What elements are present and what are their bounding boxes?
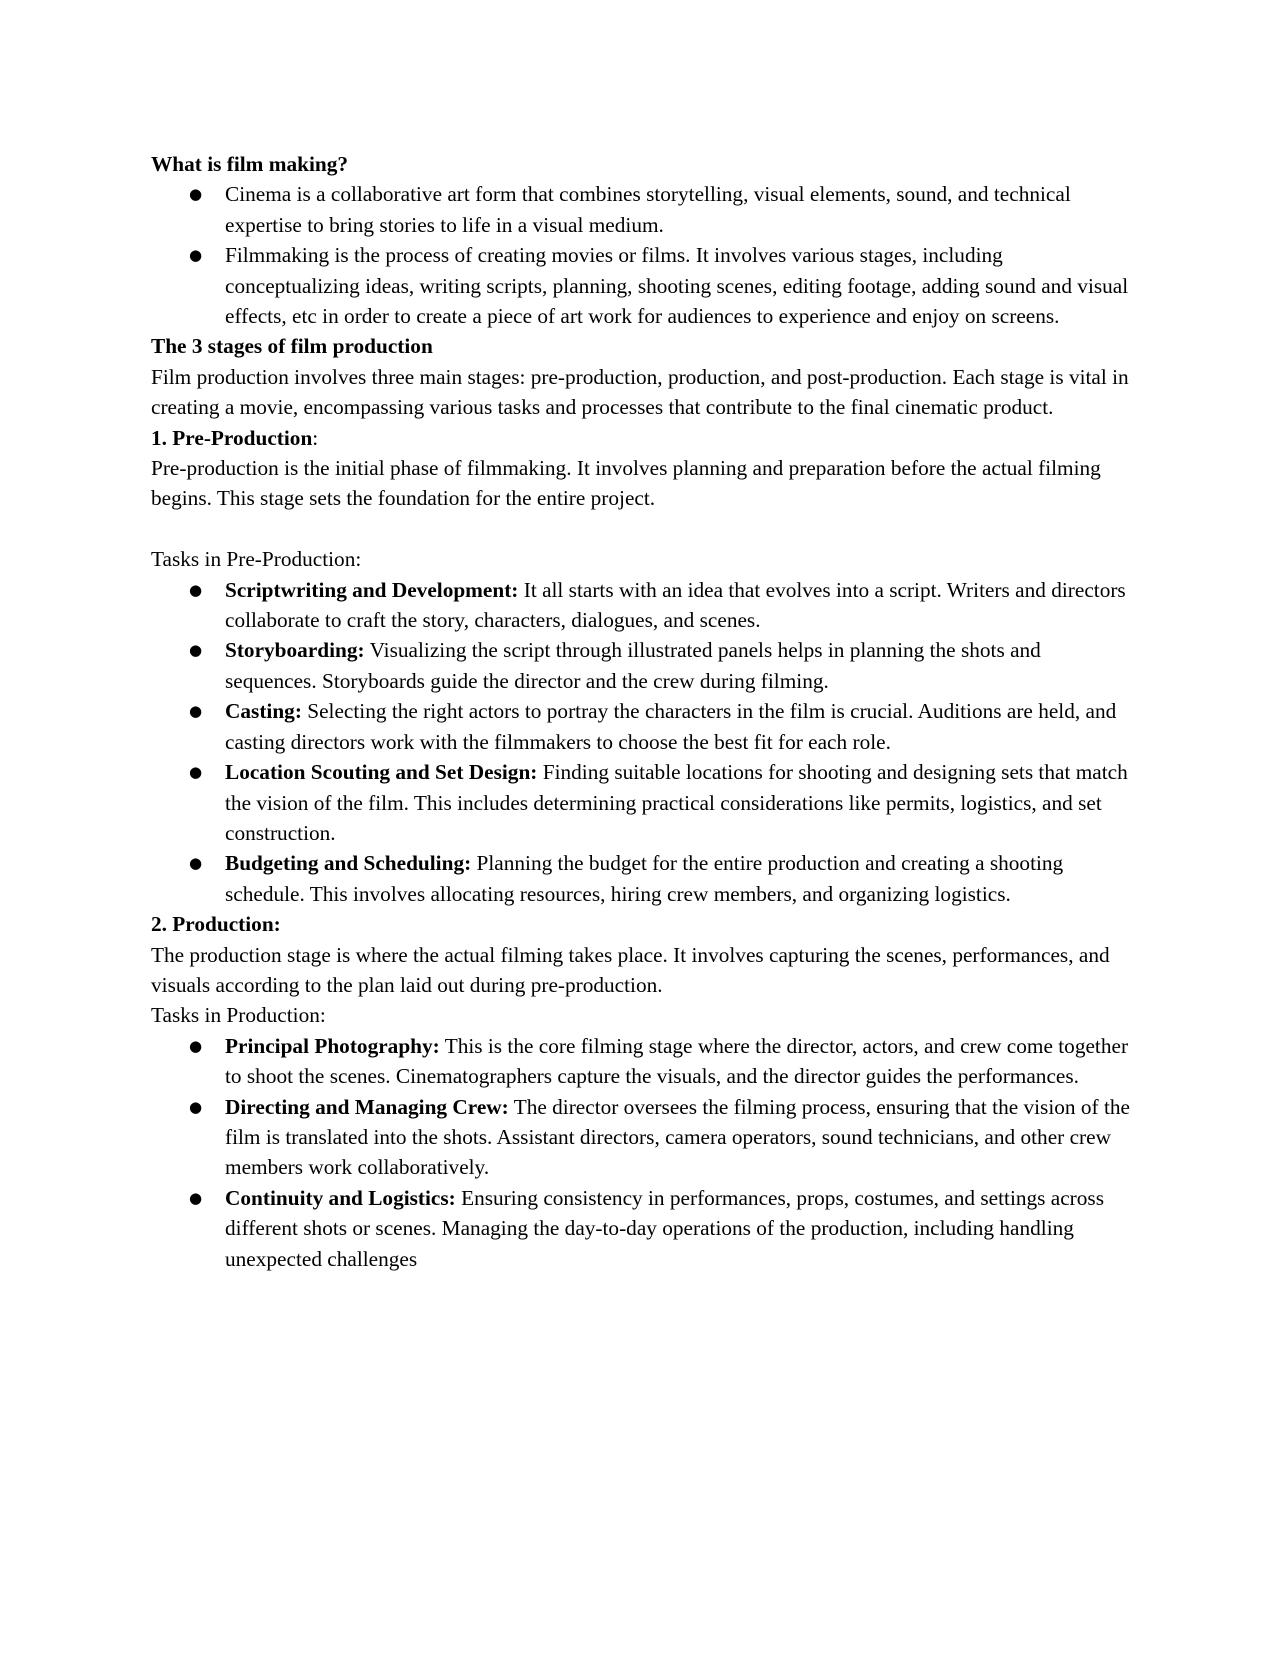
task-term: Location Scouting and Set Design: xyxy=(225,760,538,785)
preproduction-paragraph: Pre-production is the initial phase of filmmaking. It involves planning and preparation before the actual filming begins. This stage sets the foundation for the entire project. xyxy=(151,456,1101,511)
bullet-icon: ● xyxy=(189,641,203,660)
stages-heading: The 3 stages of film production xyxy=(151,334,433,359)
task-text: Selecting the right actors to portray the characters in the film is crucial. Auditions are held, and casting directors work with the filmmakers to choose the best fit for each role. xyxy=(225,699,1117,754)
task-term: Continuity and Logistics: xyxy=(225,1185,456,1210)
production-tasks-label: Tasks in Production: xyxy=(151,1003,326,1028)
production-task-list xyxy=(151,1031,1131,1274)
preproduction-task-list xyxy=(151,575,1131,909)
list-item-text: Cinema is a collaborative art form that combines storytelling, visual elements, sound, and technical expertise to bring stories to life in a visual medium. xyxy=(225,182,1071,237)
bullet-icon: ● xyxy=(189,702,203,721)
task-text: Finding suitable locations for shooting and designing sets that match the vision of the film. This includes determining practical considerations like permits, logistics, and set construction. xyxy=(225,760,1128,845)
preproduction-heading-text: 1. Pre-Production xyxy=(151,425,313,450)
spacer xyxy=(151,514,1131,544)
bullet-icon: ● xyxy=(189,763,203,782)
bullet-icon: ● xyxy=(189,185,203,204)
task-text: It all starts with an idea that evolves into a script. Writers and directors collaborate to craft the story, characters, dialogues, and scenes. xyxy=(225,577,1126,633)
list-item xyxy=(151,1031,1131,1092)
task-term: Budgeting and Scheduling: xyxy=(225,851,472,876)
list-item xyxy=(151,696,1131,757)
task-text: This is the core filming stage where the director, actors, and crew come together to shoot the scenes. Cinematographers capture the visuals, and the director guides the performances. xyxy=(225,1033,1129,1089)
task-term: Directing and Managing Crew: xyxy=(225,1094,509,1119)
list-item xyxy=(151,757,1131,848)
preproduction-heading xyxy=(151,423,1131,453)
task-term: Storyboarding: xyxy=(225,638,365,663)
bullet-icon: ● xyxy=(189,854,203,873)
bullet-icon: ● xyxy=(189,1188,203,1207)
production-heading: 2. Production: xyxy=(151,912,281,937)
production-paragraph: The production stage is where the actual filming takes place. It involves capturing the scenes, performances, and visuals according to the plan laid out during pre-production. xyxy=(151,942,1110,997)
bullet-icon: ● xyxy=(189,580,203,599)
list-item-text: Filmmaking is the process of creating movies or films. It involves various stages, including conceptualizing ideas, writing scripts, planning, shooting scenes, editing footage, adding sound and visual effects, etc in order to create a piece of art work for audiences to experience and enjoy on screens. xyxy=(225,243,1129,329)
task-term: Casting: xyxy=(225,699,302,724)
preproduction-heading-colon: : xyxy=(312,425,319,450)
bullet-icon: ● xyxy=(189,1097,203,1116)
list-item xyxy=(151,848,1131,909)
list-item xyxy=(151,1092,1131,1183)
intro-bullet-list xyxy=(151,179,1131,331)
preproduction-tasks-label: Tasks in Pre-Production: xyxy=(151,547,362,572)
task-text: Planning the budget for the entire production and creating a shooting schedule. This involves allocating resources, hiring crew members, and organizing logistics. xyxy=(225,851,1064,906)
task-text: Visualizing the script through illustrated panels helps in planning the shots and sequences. Storyboards guide the director and the crew during filming. xyxy=(225,638,1041,693)
stages-paragraph: Film production involves three main stages: pre-production, production, and post-production. Each stage is vital in creating a movie, encompassing various tasks and processes that contribute to the final cinematic product. xyxy=(151,364,1129,420)
bullet-icon: ● xyxy=(189,1036,203,1055)
list-item xyxy=(151,240,1131,331)
intro-heading: What is film making? xyxy=(151,152,349,176)
task-text: Ensuring consistency in performances, props, costumes, and settings across different shots or scenes. Managing the day-to-day operations of the production, including handling unexpected challenges xyxy=(225,1185,1104,1271)
list-item xyxy=(151,635,1131,696)
list-item xyxy=(151,575,1131,636)
document-page xyxy=(151,149,1131,1274)
list-item xyxy=(151,1183,1131,1274)
bullet-icon: ● xyxy=(189,246,203,265)
task-term: Principal Photography: xyxy=(225,1033,440,1058)
task-text: The director oversees the filming process, ensuring that the vision of the film is translated into the shots. Assistant directors, camera operators, sound technicians, and other crew members work collaboratively. xyxy=(225,1094,1130,1180)
task-term: Scriptwriting and Development: xyxy=(225,577,519,602)
list-item xyxy=(151,179,1131,240)
